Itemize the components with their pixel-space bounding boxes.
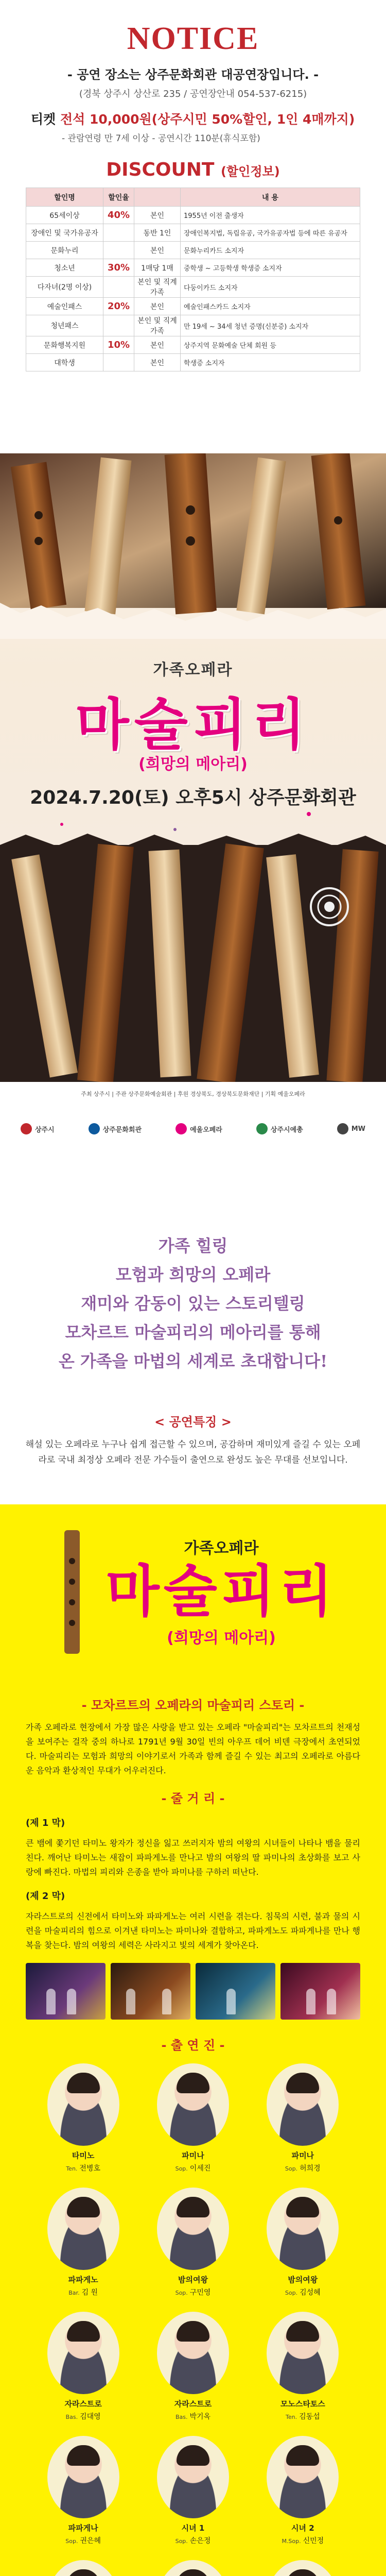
cast-photo [267, 2560, 339, 2576]
cast-voice: Bas. [65, 2414, 78, 2420]
header-cell [134, 188, 181, 207]
discount-row [26, 336, 360, 354]
performance-feature-text: 해설 있는 오페라로 누구나 쉽게 접근할 수 있으며, 공감하며 재미있게 즐길 수 있는 오페라로 국내 최정상 오페라 전문 가수들이 출연으로 완성도 높은 무대를 선보입니다. [25, 1439, 361, 1465]
detail-header [21, 1525, 365, 1685]
cast-photo [47, 2312, 119, 2394]
cast-voice: Bas. [175, 2414, 188, 2420]
discount-condition: 본인 [134, 242, 181, 259]
cast-voice: Ten. [285, 2414, 297, 2420]
discount-condition: 본인 [134, 336, 181, 354]
cast-member [141, 2560, 245, 2576]
discount-note: 학생증 소지자 [181, 354, 360, 371]
act2-label: (제 2 막) [26, 1891, 65, 1902]
discount-category: 문화누리 [26, 242, 103, 259]
cast-name: 박기옥 [189, 2413, 211, 2421]
discount-note: 상주지역 문화예술 단체 회원 등 [181, 336, 360, 354]
cast-photo [157, 2560, 229, 2576]
cast-photo [267, 2436, 339, 2518]
discount-category: 대학생 [26, 354, 103, 371]
cast-voice: Sop. [175, 2538, 188, 2545]
cast-name-line [141, 2535, 245, 2546]
intro-line: 가족 힐링 [158, 1236, 228, 1256]
cast-member [251, 2188, 355, 2297]
discount-category: 장애인 및 국가유공자 [26, 224, 103, 242]
cast-voice: Sop. [285, 2290, 298, 2296]
discount-note: 예술인패스카드 소지자 [181, 298, 360, 315]
cast-role: 밤의여왕 [288, 2275, 318, 2284]
cast-name-line [31, 2535, 135, 2546]
discount-note: 다둥이카드 소지자 [181, 277, 360, 298]
cast-member [31, 2063, 135, 2173]
cast-voice: Sop. [175, 2165, 188, 2172]
poster-title: 마술피리 [75, 692, 311, 757]
header-cell: 내 용 [181, 188, 360, 207]
cast-photo [157, 2063, 229, 2146]
act1-text: 큰 뱀에 쫓기던 타미노 왕자가 정신을 잃고 쓰러지자 밤의 여왕의 시녀들이 나타나 뱀을 물리친다. 깨어난 타미노는 새잡이 파파게노를 만나고 밤의 여왕의 딸 파미나의 초상화를 보고 사랑에 빠진다. 마법의 피리와 은종을 받아 파미나를 구하러 떠난다. [26, 1838, 360, 1877]
detail-subtitle: 가족오페라 [184, 1539, 259, 1557]
discount-category: 청소년 [26, 259, 103, 277]
cast-name-line [251, 2411, 355, 2421]
cast-name: 구민영 [189, 2289, 211, 2297]
discount-condition: 1매당 1매 [134, 259, 181, 277]
cast-member [31, 2560, 135, 2576]
intro-line: 온 가족을 마법의 세계로 초대합니다! [58, 1351, 328, 1371]
synopsis-title: - 줄 거 리 - [161, 1791, 225, 1806]
discount-title-small: (할인정보) [221, 164, 280, 179]
cast-voice: Sop. [285, 2165, 298, 2172]
intro-section [0, 1170, 386, 1504]
discount-condition: 본인 및 직계가족 [134, 277, 181, 298]
discount-condition: 본인 및 직계가족 [134, 315, 181, 336]
cast-role: 자라스트로 [174, 2399, 212, 2409]
cast-photo [47, 2436, 119, 2518]
discount-title-text: DISCOUNT [106, 159, 215, 180]
cast-name: 신민정 [303, 2537, 324, 2545]
discount-rate: 40% [103, 207, 134, 224]
ticket-sub-info: - 관람연령 만 7세 이상 - 공연시간 110분(휴식포함) [62, 133, 260, 144]
detail-paren: (희망의 메아리) [167, 1629, 276, 1647]
sponsor-logo: 예울오페라 [176, 1123, 222, 1134]
cast-member [31, 2312, 135, 2421]
logo-mark-icon [21, 1123, 32, 1134]
discount-note: 문화누리카드 소지자 [181, 242, 360, 259]
discount-title [26, 159, 360, 180]
discount-row [26, 277, 360, 298]
discount-condition: 본인 [134, 298, 181, 315]
poster-subtitle-paren: (희망의 메아리) [138, 755, 248, 773]
scene-photo [26, 1963, 106, 2020]
header-cell: 할인명 [26, 188, 103, 207]
act1-label: (제 1 막) [26, 1818, 65, 1828]
discount-rate [103, 224, 134, 242]
cast-member [251, 2063, 355, 2173]
discount-row [26, 224, 360, 242]
cast-name-line [141, 2287, 245, 2297]
discount-row [26, 259, 360, 277]
cast-voice: Ten. [66, 2165, 78, 2172]
ticket-price-row [26, 109, 360, 128]
cast-name: 김대영 [80, 2413, 101, 2421]
discount-row [26, 315, 360, 336]
cast-name-line [31, 2287, 135, 2297]
discount-category: 청년패스 [26, 315, 103, 336]
sponsor-logo: MW [337, 1123, 365, 1134]
notice-section [0, 0, 386, 453]
cast-photo [47, 2063, 119, 2146]
cast-photo [157, 2312, 229, 2394]
discount-rate [103, 354, 134, 371]
cast-photo [157, 2188, 229, 2270]
cast-name: 김동섭 [299, 2413, 320, 2421]
cast-member [251, 2436, 355, 2546]
cast-member [31, 2436, 135, 2546]
cast-name-line [141, 2163, 245, 2173]
poster-credits: 주최 상주시 | 주관 상주문화예술회관 | 후원 경상북도, 경상북도문화재단 | 기획 예울오페라 [81, 1091, 305, 1097]
cast-member [251, 2560, 355, 2576]
cast-name-line [141, 2411, 245, 2421]
scene-photo [196, 1963, 275, 2020]
cast-photo [267, 2312, 339, 2394]
discount-row [26, 207, 360, 224]
cast-member [31, 2188, 135, 2297]
cast-photo [267, 2063, 339, 2146]
cast-name: 김성혜 [300, 2289, 321, 2297]
poster-artwork [0, 453, 386, 1170]
performance-feature-title: < 공연특징 > [154, 1415, 232, 1429]
discount-table-header [26, 188, 360, 207]
sponsor-logos [21, 1123, 365, 1134]
cast-role: 모노스타토스 [280, 2399, 325, 2409]
sponsor-logo: 상주시 [21, 1123, 55, 1134]
discount-condition: 본인 [134, 207, 181, 224]
notice-venue-line: - 공연 장소는 상주문화회관 대공연장입니다. - [67, 67, 319, 82]
discount-rate [103, 315, 134, 336]
logo-mark-icon [337, 1123, 348, 1134]
discount-note: 1955년 이전 출생자 [181, 207, 360, 224]
discount-category: 65세이상 [26, 207, 103, 224]
detail-title-block [106, 1525, 337, 1648]
logo-mark-icon [89, 1123, 100, 1134]
discount-note: 만 19세 ~ 34세 청년 증명(신분증) 소지자 [181, 315, 360, 336]
cast-photo [47, 2560, 119, 2576]
intro-line: 재미와 감동이 있는 스토리텔링 [81, 1294, 305, 1313]
discount-condition: 동반 1인 [134, 224, 181, 242]
cast-member [141, 2063, 245, 2173]
detail-section [0, 1504, 386, 2576]
cast-role: 시녀 2 [291, 2523, 314, 2533]
poster-date-venue: 2024.7.20(토) 오후5시 상주문화회관 [30, 787, 356, 808]
cast-name: 김 원 [81, 2289, 98, 2297]
discount-table [26, 188, 360, 371]
detail-title: 마술피리 [106, 1559, 337, 1624]
scene-photos [26, 1963, 360, 2020]
notice-title: NOTICE [127, 21, 259, 56]
cast-name-line [31, 2411, 135, 2421]
sponsor-logo: 상주시예총 [256, 1123, 303, 1134]
cast-grid [31, 2063, 355, 2576]
cast-title: - 출 연 진 - [161, 2038, 225, 2053]
cast-name: 손은정 [189, 2537, 211, 2545]
cast-name: 전병호 [79, 2164, 100, 2173]
cast-role: 시녀 1 [181, 2523, 205, 2533]
discount-row [26, 298, 360, 315]
discount-rate: 10% [103, 336, 134, 354]
poster-subtitle: 가족오페라 [153, 661, 233, 679]
cast-role: 타미노 [72, 2151, 95, 2160]
cast-name: 권은혜 [80, 2537, 101, 2545]
cast-photo [157, 2436, 229, 2518]
cast-role: 파미나 [291, 2151, 314, 2160]
cast-name-line [251, 2163, 355, 2173]
cast-role: 파파게나 [68, 2523, 98, 2533]
cast-member [141, 2312, 245, 2421]
discount-rate [103, 277, 134, 298]
cast-member [251, 2312, 355, 2421]
discount-note: 장애인복지법, 독립유공, 국가유공자법 등에 따른 유공자 [181, 224, 360, 242]
discount-note: 중학생 ~ 고등학생 학생증 소지자 [181, 259, 360, 277]
cast-name-line [251, 2535, 355, 2546]
cast-photo [267, 2188, 339, 2270]
discount-category: 예술인패스 [26, 298, 103, 315]
cast-voice: M.Sop. [282, 2538, 301, 2545]
logo-mark-icon [176, 1123, 187, 1134]
cast-name-line [251, 2287, 355, 2297]
cast-voice: Sop. [65, 2538, 78, 2545]
cast-voice: Sop. [175, 2290, 188, 2296]
story-title: - 모차르트의 오페라의 마술피리 스토리 - [81, 1698, 305, 1713]
cast-name: 허희경 [300, 2164, 321, 2173]
cast-voice: Bar. [68, 2290, 80, 2296]
intro-line: 모차르트 마술피리의 메아리를 통해 [65, 1323, 321, 1342]
cast-name: 이세진 [189, 2164, 211, 2173]
discount-rate: 20% [103, 298, 134, 315]
discount-condition: 본인 [134, 354, 181, 371]
magic-flute-icon [49, 1525, 95, 1659]
story-text: 가족 오페라로 현장에서 가장 많은 사랑을 받고 있는 오페라 "마술피리"는 모차르트의 천재성을 보여주는 걸작 중의 하나로 1791년 9월 30일 빈의 아우프 데어 비덴 극장에서 초연되었다. 마술피리는 모험과 희망의 이야기로서 가족과 함께 즐길 수 있는 최고의 오페라로 아름다운 음악과 환상적인 무대가 어우러진다. [26, 1722, 360, 1775]
sponsor-logo: 상주문화회관 [89, 1123, 142, 1134]
poster-section [0, 453, 386, 1170]
discount-category: 다자녀(2명 이상) [26, 277, 103, 298]
header-cell: 할인율 [103, 188, 134, 207]
cast-member [141, 2436, 245, 2546]
intro-line: 모험과 희망의 오페라 [115, 1265, 271, 1284]
cast-role: 자라스트로 [64, 2399, 102, 2409]
discount-row [26, 354, 360, 371]
cast-name-line [31, 2163, 135, 2173]
act2-text: 자라스트로의 신전에서 타미노와 파파게노는 여러 시련을 겪는다. 침묵의 시련, 불과 물의 시련을 마술피리의 힘으로 이겨낸 타미노는 파미나와 결합하고, 파파게노도 파파게나를 만나 행복을 찾는다. 밤의 여왕의 세력은 사라지고 빛의 세계가 찾아온다. [26, 1911, 360, 1950]
cast-role: 파파게노 [68, 2275, 98, 2284]
discount-rate: 30% [103, 259, 134, 277]
cast-role: 파미나 [182, 2151, 204, 2160]
ticket-label: 티켓 [31, 112, 56, 127]
discount-row [26, 242, 360, 259]
cast-photo [47, 2188, 119, 2270]
cast-role: 밤의여왕 [178, 2275, 208, 2284]
notice-address-line: (경북 상주시 상산로 235 / 공연장안내 054-537-6215) [79, 89, 307, 99]
discount-category: 문화행복지원 [26, 336, 103, 354]
discount-rate [103, 242, 134, 259]
scene-photo [111, 1963, 190, 2020]
ticket-price: 전석 10,000원(상주시민 50%할인, 1인 4매까지) [60, 112, 355, 127]
cast-member [141, 2188, 245, 2297]
scene-photo [280, 1963, 360, 2020]
logo-mark-icon [256, 1123, 268, 1134]
